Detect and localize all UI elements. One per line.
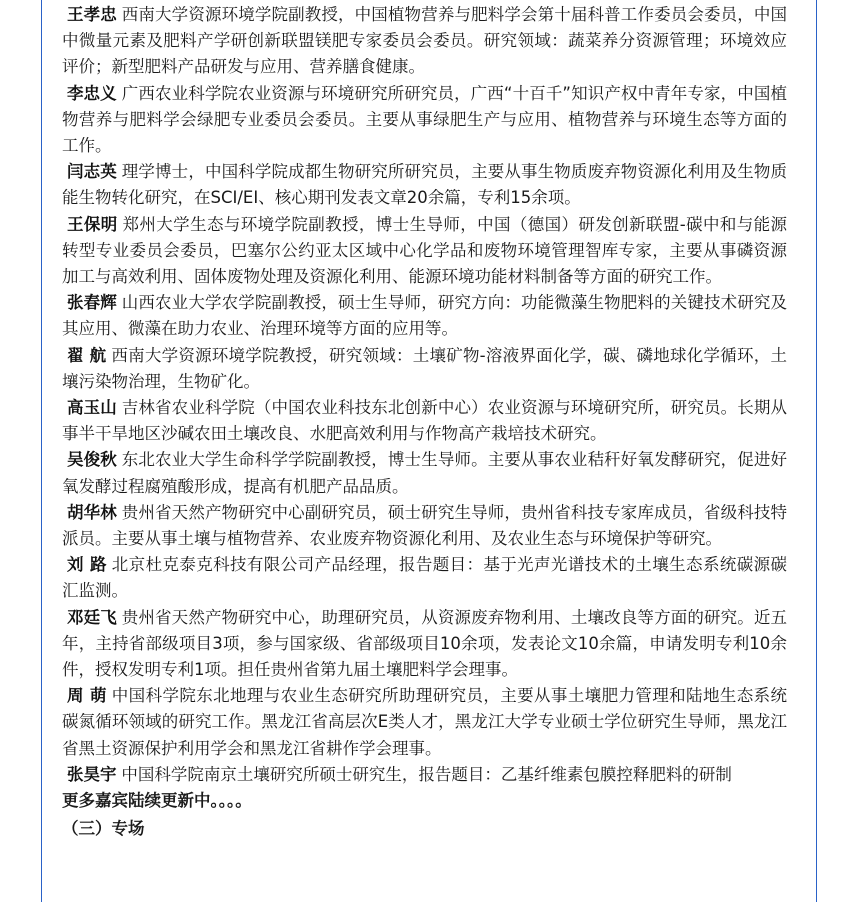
speaker-entry [62, 159, 787, 211]
speaker-bio: 吉林省农业科学院（中国农业科技东北创新中心）农业资源与环境研究所，研究员。长期从事半干旱地区沙碱农田土壤改良、水肥高效利用与作物高产栽培技术研究。 [62, 398, 788, 444]
speaker-entry [62, 212, 787, 291]
speaker-entry [62, 683, 787, 762]
speaker-bio: 中国科学院南京土壤研究所硕士研究生，报告题目：乙基纤维素包膜控释肥料的研制 [121, 764, 732, 784]
speaker-bio: 东北农业大学生命科学学院副教授，博士生导师。主要从事农业秸秆好氧发酵研究，促进好氧发酵过程腐殖酸形成，提高有机肥产品品质。 [62, 450, 788, 496]
speaker-entry [62, 290, 787, 342]
speaker-name: 刘 路 [66, 555, 107, 575]
speaker-name: 胡华林 [66, 502, 117, 522]
speaker-name: 王保明 [66, 214, 118, 234]
speaker-bio: 西南大学资源环境学院副教授，中国植物营养与肥料学会第十届科普工作委员会委员，中国中微量元素及肥料产学研创新联盟镁肥专家委员会委员。研究领域：蔬菜养分资源管理；环境效应评价；新型肥料产品研发与应用、营养膳食健康。 [62, 5, 788, 77]
speaker-entry [62, 343, 787, 395]
speaker-entry [62, 762, 787, 788]
speaker-bio: 中国科学院东北地理与农业生态研究所助理研究员，主要从事土壤肥力管理和陆地生态系统碳氮循环领域的研究工作。黑龙江省高层次E类人才，黑龙江大学专业硕士学位研究生导师，黑龙江省黑土资源保护利用学会和黑龙江省耕作学会理事。 [62, 686, 788, 758]
speaker-name: 高玉山 [66, 398, 117, 418]
speaker-bio: 贵州省天然产物研究中心，助理研究员，从资源废弃物利用、土壤改良等方面的研究。近五年，主持省部级项目3项，参与国家级、省部级项目10余项，发表论文10余篇，申请发明专利10余件，授权发明专利1项。担任贵州省第九届土壤肥料学会理事。 [62, 607, 788, 680]
speaker-entry [62, 447, 787, 499]
speaker-entry [62, 395, 787, 447]
speaker-name: 李忠义 [66, 83, 117, 103]
speaker-bio: 理学博士，中国科学院成都生物研究所研究员，主要从事生物质废弃物资源化利用及生物质能生物转化研究，在SCI/EI、核心期刊发表文章20余篇，专利15余项。 [62, 162, 788, 208]
speaker-bio: 西南大学资源环境学院教授，研究领域：土壤矿物-溶液界面化学，碳、磷地球化学循环，土壤污染物治理，生物矿化。 [62, 345, 787, 391]
article-frame [41, 0, 817, 902]
speaker-entry [62, 552, 787, 604]
speaker-bio: 郑州大学生态与环境学院副教授，博士生导师，中国（德国）研发创新联盟-碳中和与能源转型专业委员会委员，巴塞尔公约亚太区域中心化学品和废物环境管理智库专家，主要从事磷资源加工与高效利用、固体废物处理及资源化利用、能源环境功能材料制备等方面的研究工作。 [62, 214, 787, 287]
speaker-entry [62, 500, 787, 552]
speaker-entry [62, 605, 787, 684]
speaker-name: 闫志英 [66, 162, 117, 182]
speaker-name: 周 萌 [66, 686, 107, 706]
more-guests-note: 更多嘉宾陆续更新中。。。。 [62, 791, 252, 811]
speaker-name: 邓廷飞 [66, 607, 117, 627]
speaker-list [62, 2, 787, 843]
speaker-name: 张春辉 [66, 293, 117, 313]
speaker-name: 王孝忠 [66, 5, 117, 24]
speaker-bio: 北京杜克泰克科技有限公司产品经理，报告题目：基于光声光谱技术的土壤生态系统碳源碳汇监测。 [62, 555, 788, 601]
speaker-bio: 贵州省天然产物研究中心副研究员，硕士研究生导师，贵州省科技专家库成员，省级科技特派员。主要从事土壤与植物营养、农业废弃物资源化利用、及农业生态与环境保护等研究。 [62, 502, 788, 549]
speaker-bio: 山西农业大学农学院副教授，硕士生导师，研究方向：功能微藻生物肥料的关键技术研究及其应用、微藻在助力农业、治理环境等方面的应用等。 [62, 293, 788, 339]
speaker-name: 张昊宇 [66, 764, 117, 784]
speaker-entry [62, 2, 787, 81]
next-section-heading: （三）专场 [62, 819, 145, 839]
speaker-entry [62, 81, 787, 160]
speaker-name: 吴俊秋 [66, 450, 117, 470]
speaker-bio: 广西农业科学院农业资源与环境研究所研究员，广西“十百千”知识产权中青年专家，中国植物营养与肥料学会绿肥专业委员会委员。主要从事绿肥生产与应用、植物营养与环境生态等方面的工作。 [62, 83, 787, 156]
speaker-name: 翟 航 [66, 345, 107, 365]
